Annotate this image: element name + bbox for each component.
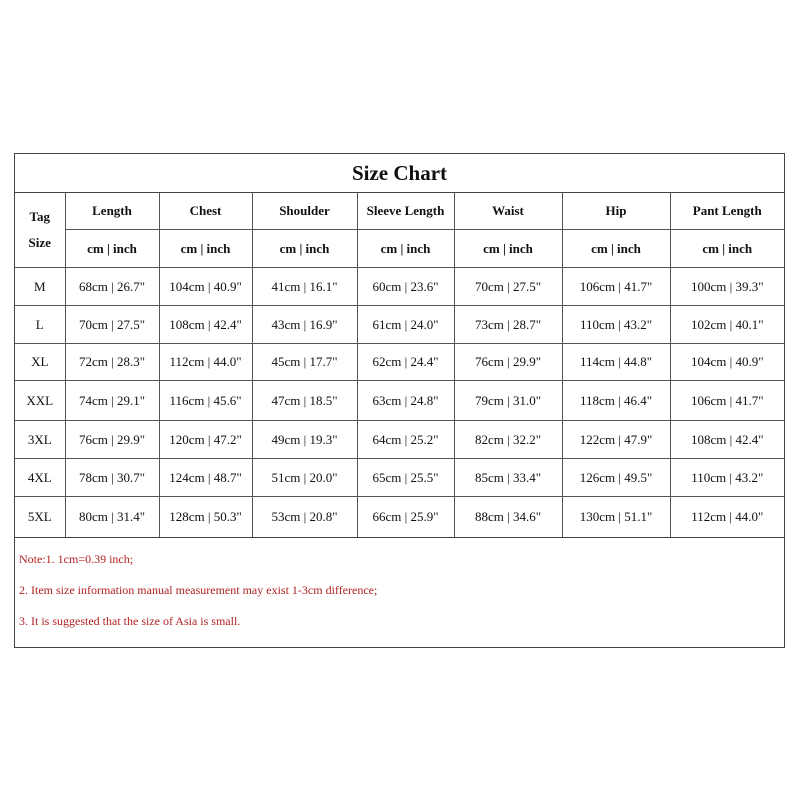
size-cell: 3XL: [15, 421, 65, 459]
measurement-cell: 70cm | 27.5": [454, 268, 562, 306]
measurement-cell: 106cm | 41.7": [562, 268, 670, 306]
measurement-cell: 108cm | 42.4": [159, 306, 252, 344]
measurement-cell: 70cm | 27.5": [65, 306, 159, 344]
measurement-cell: 112cm | 44.0": [670, 497, 784, 537]
measurement-cell: 47cm | 18.5": [252, 381, 357, 421]
column-header-waist: Waist: [454, 193, 562, 230]
measurement-cell: 118cm | 46.4": [562, 381, 670, 421]
unit-header: cm | inch: [65, 230, 159, 268]
size-cell: 5XL: [15, 497, 65, 537]
unit-header: cm | inch: [562, 230, 670, 268]
header-row-titles: [15, 193, 784, 230]
size-cell: L: [15, 306, 65, 344]
measurement-cell: 110cm | 43.2": [670, 459, 784, 497]
header-row-units: [15, 230, 784, 268]
column-header-pant-length: Pant Length: [670, 193, 784, 230]
tag-label: Tag: [29, 209, 50, 224]
note-3: 3. It is suggested that the size of Asia is small.: [19, 613, 241, 628]
measurement-cell: 61cm | 24.0": [357, 306, 454, 344]
measurement-cell: 76cm | 29.9": [65, 421, 159, 459]
measurement-cell: 124cm | 48.7": [159, 459, 252, 497]
measurement-cell: 76cm | 29.9": [454, 344, 562, 381]
measurement-cell: 72cm | 28.3": [65, 344, 159, 381]
table-row: [15, 306, 784, 344]
measurement-cell: 100cm | 39.3": [670, 268, 784, 306]
measurement-cell: 73cm | 28.7": [454, 306, 562, 344]
measurement-cell: 41cm | 16.1": [252, 268, 357, 306]
measurement-cell: 128cm | 50.3": [159, 497, 252, 537]
size-cell: M: [15, 268, 65, 306]
measurement-cell: 63cm | 24.8": [357, 381, 454, 421]
measurement-cell: 45cm | 17.7": [252, 344, 357, 381]
column-header-length: Length: [65, 193, 159, 230]
table-row: [15, 421, 784, 459]
measurement-cell: 108cm | 42.4": [670, 421, 784, 459]
measurement-cell: 64cm | 25.2": [357, 421, 454, 459]
unit-header: cm | inch: [252, 230, 357, 268]
table-row: [15, 459, 784, 497]
size-cell: XL: [15, 344, 65, 381]
measurement-cell: 102cm | 40.1": [670, 306, 784, 344]
measurement-cell: 49cm | 19.3": [252, 421, 357, 459]
measurement-cell: 88cm | 34.6": [454, 497, 562, 537]
measurement-cell: 51cm | 20.0": [252, 459, 357, 497]
measurement-cell: 62cm | 24.4": [357, 344, 454, 381]
measurement-cell: 53cm | 20.8": [252, 497, 357, 537]
measurement-cell: 112cm | 44.0": [159, 344, 252, 381]
measurement-cell: 106cm | 41.7": [670, 381, 784, 421]
measurement-cell: 65cm | 25.5": [357, 459, 454, 497]
note-1: Note:1. 1cm=0.39 inch;: [19, 551, 134, 566]
size-cell: 4XL: [15, 459, 65, 497]
measurement-cell: 126cm | 49.5": [562, 459, 670, 497]
measurement-cell: 104cm | 40.9": [159, 268, 252, 306]
column-header-hip: Hip: [562, 193, 670, 230]
size-cell: XXL: [15, 381, 65, 421]
column-header-chest: Chest: [159, 193, 252, 230]
unit-header: cm | inch: [670, 230, 784, 268]
measurement-cell: 43cm | 16.9": [252, 306, 357, 344]
table-row: [15, 344, 784, 381]
measurement-cell: 130cm | 51.1": [562, 497, 670, 537]
measurement-cell: 79cm | 31.0": [454, 381, 562, 421]
notes-section: [15, 537, 784, 668]
measurement-cell: 74cm | 29.1": [65, 381, 159, 421]
measurement-cell: 60cm | 23.6": [357, 268, 454, 306]
measurement-cell: 66cm | 25.9": [357, 497, 454, 537]
unit-header: cm | inch: [357, 230, 454, 268]
chart-title: Size Chart: [15, 154, 784, 193]
unit-header: cm | inch: [159, 230, 252, 268]
measurement-cell: 114cm | 44.8": [562, 344, 670, 381]
table-row: [15, 497, 784, 537]
measurement-cell: 82cm | 32.2": [454, 421, 562, 459]
size-label: Size: [28, 235, 51, 250]
measurement-cell: 68cm | 26.7": [65, 268, 159, 306]
measurement-cell: 116cm | 45.6": [159, 381, 252, 421]
measurement-cell: 122cm | 47.9": [562, 421, 670, 459]
table-row: [15, 268, 784, 306]
table-row: [15, 381, 784, 421]
column-header-shoulder: Shoulder: [252, 193, 357, 230]
measurement-cell: 104cm | 40.9": [670, 344, 784, 381]
tag-size-header: [15, 193, 65, 268]
measurement-cell: 110cm | 43.2": [562, 306, 670, 344]
measurement-cell: 120cm | 47.2": [159, 421, 252, 459]
size-chart: [14, 153, 785, 648]
unit-header: cm | inch: [454, 230, 562, 268]
measurement-cell: 78cm | 30.7": [65, 459, 159, 497]
measurement-cell: 80cm | 31.4": [65, 497, 159, 537]
measurement-cell: 85cm | 33.4": [454, 459, 562, 497]
column-header-sleeve-length: Sleeve Length: [357, 193, 454, 230]
size-table: [15, 193, 784, 537]
note-2: 2. Item size information manual measurement may exist 1-3cm difference;: [19, 582, 378, 597]
